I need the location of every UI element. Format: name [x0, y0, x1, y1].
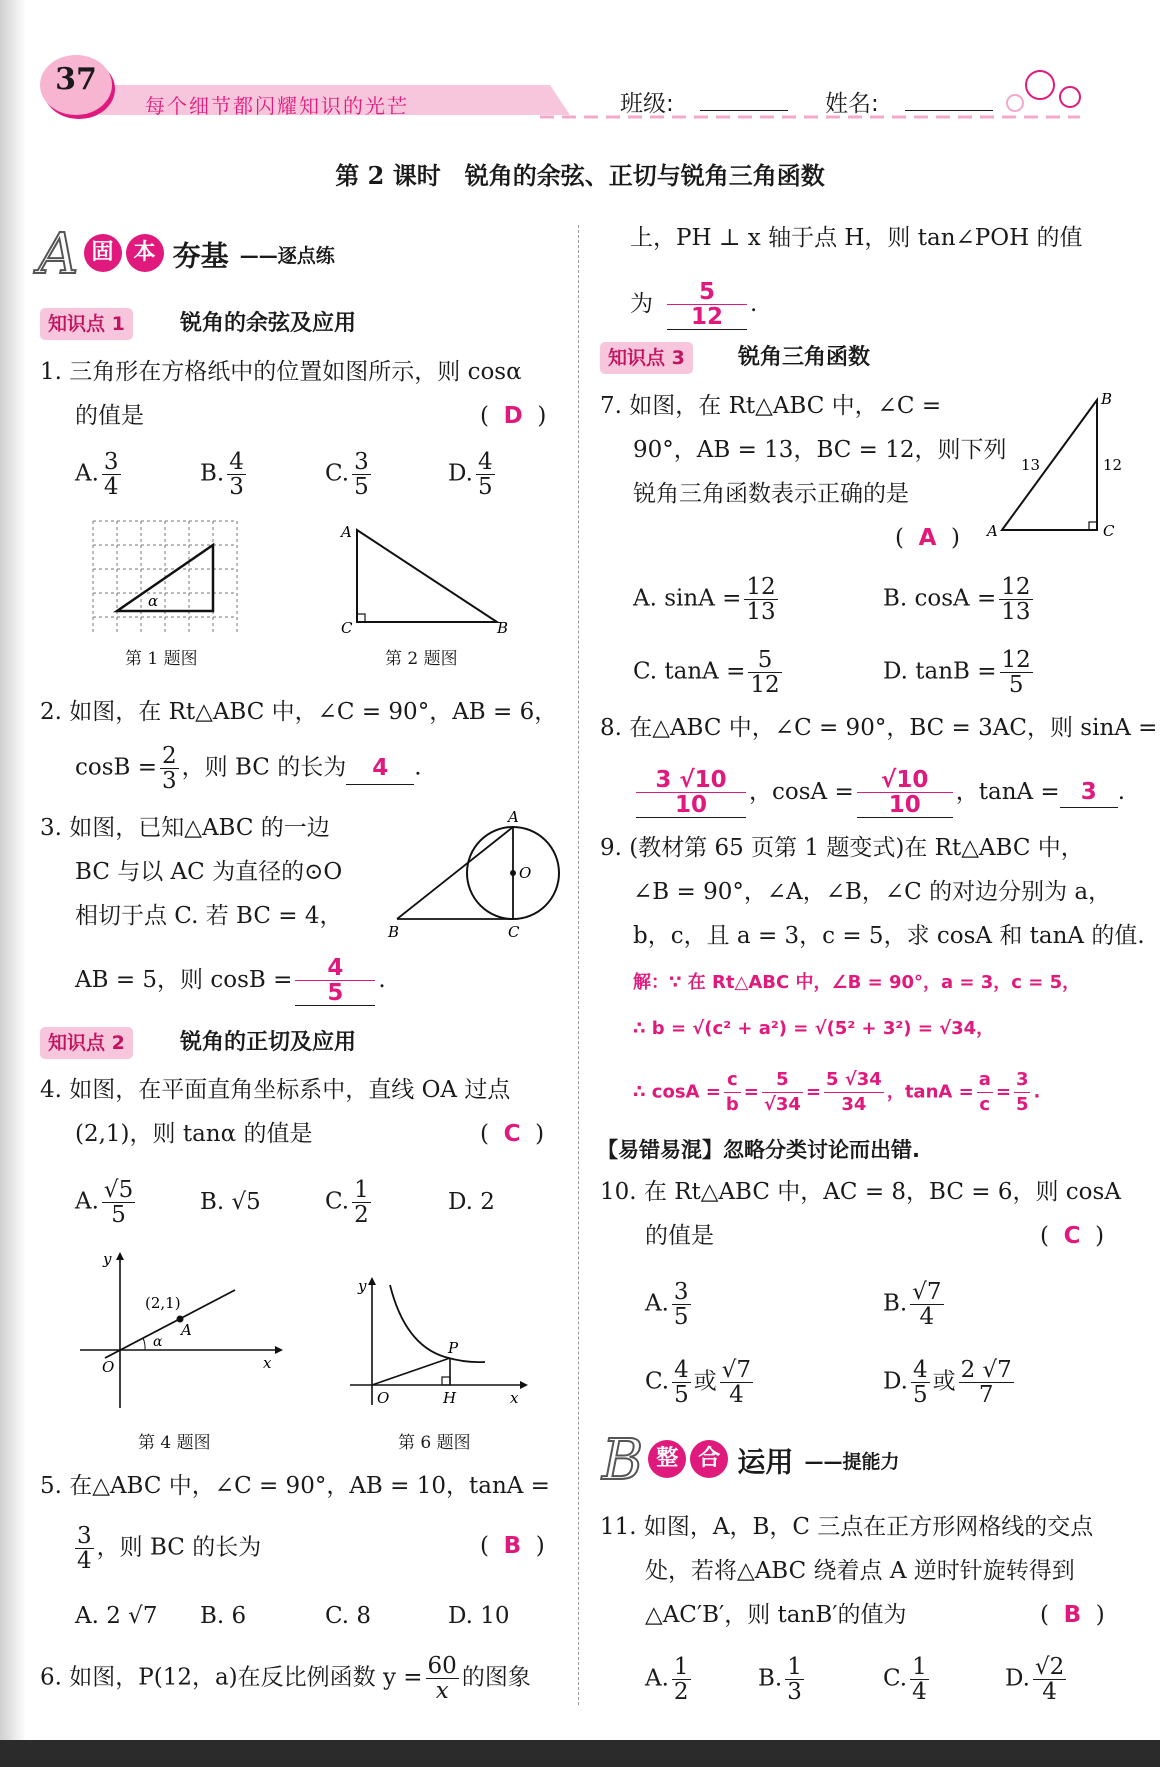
fraction: [785, 1655, 804, 1704]
num: 1: [912, 1654, 927, 1680]
figure-2-caption: 第 2 题图: [385, 649, 458, 669]
paren: (: [480, 403, 489, 429]
q4-option-d[interactable]: D. 2: [448, 1189, 495, 1215]
figure-7-triangle: [985, 390, 1125, 545]
q4-line1: 4. 如图，在平面直角坐标系中，直线 OA 过点: [40, 1077, 511, 1103]
q1-line2: 的值是: [75, 403, 144, 429]
num: 3 √10: [636, 768, 746, 793]
fraction: [426, 1654, 459, 1703]
fig3-a: A: [508, 810, 519, 826]
q6-line3: [630, 280, 757, 330]
den: 4: [912, 1679, 927, 1705]
class-label: 班级:: [620, 91, 674, 117]
section-b-title: 运用: [737, 1445, 794, 1479]
column-divider: [578, 225, 579, 1705]
text: .: [378, 967, 386, 993]
fig4-alpha: α: [153, 1334, 163, 1350]
num: 4: [674, 1357, 689, 1383]
label: B.: [758, 1665, 783, 1692]
num: 2 √7: [960, 1357, 1012, 1383]
text: ，tanA =: [955, 779, 1060, 805]
den: 5: [912, 1382, 928, 1408]
fig6-x: x: [510, 1389, 519, 1407]
q11-line3: △AC′B′，则 tanB′的值为: [645, 1602, 907, 1628]
paren: (: [480, 1533, 489, 1559]
text: =: [743, 1081, 759, 1103]
q10-option-c[interactable]: [645, 1358, 756, 1407]
num: 3: [1014, 1068, 1031, 1093]
fraction: [672, 1280, 691, 1329]
figure-4-caption: 第 4 题图: [138, 1433, 211, 1453]
q11-answer-box: [1040, 1593, 1105, 1637]
num: 2: [162, 743, 177, 769]
section-a-circle-2: 本: [126, 234, 164, 272]
q3-answer[interactable]: [295, 956, 375, 1006]
q4-option-b[interactable]: B. √5: [200, 1189, 261, 1215]
den: 4: [1042, 1679, 1057, 1705]
q4-answer[interactable]: C: [503, 1121, 521, 1147]
q9-solution-3: [633, 1068, 1040, 1117]
den: 5: [477, 474, 493, 500]
fig6-y: y: [358, 1277, 367, 1295]
kp3-tag: 知识点 3: [600, 342, 693, 374]
num: √10: [857, 768, 953, 793]
den: 5: [1015, 1094, 1029, 1115]
den: 5: [673, 1304, 689, 1330]
fig7-b: B: [1101, 390, 1113, 408]
den: c: [979, 1094, 991, 1115]
q7-option-c[interactable]: [633, 648, 785, 697]
label: B.: [200, 460, 225, 487]
num: 4: [229, 449, 244, 475]
num: 5: [762, 1068, 803, 1093]
paren: ): [537, 403, 547, 429]
q4-option-a[interactable]: [75, 1178, 138, 1227]
q8-line1: 8. 在△ABC 中，∠C = 90°，BC = 3AC，则 sinA =: [600, 715, 1158, 741]
label: A.: [645, 1665, 669, 1692]
q4-line2: (2,1)，则 tanα 的值是: [75, 1121, 313, 1147]
label: A.: [75, 1188, 99, 1215]
fraction: [1033, 1655, 1066, 1704]
fraction: [476, 450, 495, 499]
kp1-tag: 知识点 1: [40, 308, 133, 340]
num: 1: [787, 1654, 802, 1680]
name-field[interactable]: [905, 110, 993, 111]
q10-option-b[interactable]: [883, 1280, 947, 1329]
fig7-side-13: 13: [1021, 456, 1041, 474]
num: 3: [103, 449, 119, 475]
fraction: [911, 1358, 930, 1407]
label: A.: [645, 1290, 669, 1317]
den: b: [725, 1094, 739, 1115]
den: 2: [354, 1202, 369, 1228]
label: D.: [1005, 1665, 1030, 1692]
den: 5: [111, 1202, 126, 1228]
fraction: [352, 450, 371, 499]
den: 4: [103, 474, 119, 500]
fraction: [724, 1068, 741, 1117]
fig6-p: P: [448, 1339, 459, 1357]
fig4-point: (2,1): [145, 1294, 181, 1312]
q10-line2: 的值是: [645, 1223, 714, 1249]
num: 5 √34: [824, 1068, 884, 1093]
q6-answer[interactable]: [667, 280, 747, 330]
fig4-o: O: [102, 1358, 115, 1376]
num: √7: [721, 1357, 752, 1383]
figure-6-caption: 第 6 题图: [398, 1433, 471, 1453]
paren: (: [895, 525, 904, 551]
num: 60: [427, 1653, 457, 1679]
q10-answer-box: [1040, 1214, 1104, 1258]
fraction: [910, 1655, 929, 1704]
mistake-note: 【易错易混】忽略分类讨论而出错.: [597, 1138, 920, 1162]
text: ∴ cosA =: [633, 1081, 721, 1103]
fig1-alpha: α: [148, 592, 159, 610]
q3-line4: [75, 956, 386, 1006]
q1-option-a[interactable]: [75, 450, 124, 499]
q3-line3: 相切于点 C. 若 BC = 4，: [75, 903, 343, 929]
den: 12: [750, 672, 780, 698]
figure-3-circle: [380, 810, 560, 945]
den: 4: [77, 1548, 92, 1574]
header-slogan: 每个细节都闪耀知识的光芒: [145, 94, 409, 118]
den: 5: [327, 980, 344, 1006]
text: 或: [693, 1368, 717, 1395]
label: B. cosA =: [883, 585, 997, 612]
kp2-tag: 知识点 2: [40, 1027, 133, 1059]
q7-option-b[interactable]: [883, 575, 1036, 624]
section-b-circle-1: 整: [648, 1440, 686, 1478]
den: x: [435, 1678, 449, 1704]
figure-2-triangle: [335, 522, 515, 637]
den: 3: [229, 474, 244, 500]
den: 10: [674, 792, 707, 818]
fraction: [744, 575, 777, 624]
text: =: [995, 1081, 1011, 1103]
den: 3: [162, 768, 177, 794]
section-b-heading: [602, 1428, 899, 1492]
q6-line2: 上，PH ⊥ x 轴于点 H，则 tan∠POH 的值: [630, 225, 1083, 251]
fraction: [720, 1358, 753, 1407]
q7-option-a[interactable]: [633, 575, 781, 624]
paren: ): [1095, 1602, 1105, 1628]
q7-option-d[interactable]: [883, 648, 1036, 697]
q11-option-d[interactable]: [1005, 1655, 1069, 1704]
q2-line2: [75, 744, 422, 793]
paren: ): [1095, 1223, 1105, 1249]
q5-option-a[interactable]: A. 2 √7: [75, 1603, 158, 1629]
q11-answer[interactable]: B: [1063, 1602, 1082, 1628]
label: C.: [645, 1368, 670, 1395]
label: C.: [325, 1188, 350, 1215]
text: 6. 如图，P(12，a)在反比例函数 y =: [40, 1664, 423, 1691]
fig2-c: C: [341, 619, 353, 637]
fraction: [762, 1068, 803, 1117]
fraction: [824, 1068, 884, 1117]
figure-6-hyperbola: [345, 1275, 530, 1410]
q9-line3: b，c，且 a = 3，c = 5，求 cosA 和 tanA 的值.: [633, 923, 1145, 949]
label: B.: [883, 1290, 908, 1317]
q8-line2: [633, 768, 1125, 818]
section-a-title: 夯基: [172, 239, 229, 273]
fraction: [910, 1280, 943, 1329]
section-b-letter: B: [602, 1428, 644, 1493]
fig3-b: B: [388, 923, 400, 941]
fraction: [352, 1178, 371, 1227]
q5-answer[interactable]: B: [503, 1533, 522, 1559]
den: 13: [1001, 599, 1031, 625]
den: 34: [841, 1094, 867, 1115]
den: 4: [729, 1382, 744, 1408]
label: A. sinA =: [633, 585, 742, 612]
num: 4: [912, 1357, 928, 1383]
q5-line2: [75, 1524, 261, 1573]
text: .: [414, 754, 422, 781]
label: D.: [448, 460, 473, 487]
q7-answer-box: [895, 516, 960, 560]
kp2-title: 锐角的正切及应用: [180, 1030, 357, 1055]
fig4-a: A: [181, 1321, 192, 1339]
q10-answer[interactable]: C: [1063, 1223, 1081, 1249]
q9-solution-2: ∴ b = √(c² + a²) = √(5² + 3²) = √34，: [633, 1018, 995, 1039]
text: ，则 BC 的长为: [181, 754, 347, 781]
num: 3: [673, 1279, 689, 1305]
text: 或: [932, 1368, 956, 1395]
fraction: [959, 1358, 1014, 1407]
text: AB = 5，则 cosB =: [75, 967, 293, 993]
q11-line1: 11. 如图，A，B，C 三点在正方形网格线的交点: [600, 1514, 1094, 1540]
fig6-h: H: [443, 1389, 457, 1407]
fig4-y: y: [103, 1250, 112, 1268]
num: 1: [354, 1177, 369, 1203]
page-number: 37: [55, 62, 97, 97]
paren: ): [535, 1121, 545, 1147]
class-field[interactable]: [700, 110, 788, 111]
label: D. tanB =: [883, 658, 997, 685]
den: 7: [978, 1382, 994, 1408]
q5-line1: 5. 在△ABC 中，∠C = 90°，AB = 10，tanA =: [40, 1473, 550, 1499]
num: 12: [1001, 647, 1031, 673]
lesson-title: 第 2 课时 锐角的余弦、正切与锐角三角函数: [335, 161, 825, 190]
text: .: [750, 291, 758, 317]
fraction: [1014, 1068, 1031, 1117]
section-b-subtitle: ——提能力: [804, 1451, 900, 1473]
fraction: [227, 450, 246, 499]
fig7-c: C: [1103, 522, 1115, 540]
num: a: [977, 1068, 993, 1093]
name-label: 姓名:: [825, 91, 879, 117]
fraction: [999, 575, 1032, 624]
figure-4-coords: [75, 1248, 285, 1413]
paren: (: [1040, 1602, 1049, 1628]
section-a-subtitle: ——逐点练: [239, 245, 335, 267]
q10-option-a[interactable]: [645, 1280, 694, 1329]
q11-line2: 处，若将△ABC 绕着点 A 逆时针旋转得到: [645, 1558, 1075, 1584]
text: cosB =: [75, 754, 158, 781]
figure-1-caption: 第 1 题图: [125, 649, 198, 669]
fig7-side-12: 12: [1103, 456, 1123, 474]
text: ，cosA =: [749, 779, 854, 805]
fraction: [672, 1358, 691, 1407]
q5-option-c[interactable]: C. 8: [325, 1603, 372, 1629]
text: 为: [630, 291, 653, 317]
paren: ): [951, 525, 961, 551]
q11-option-a[interactable]: [645, 1655, 694, 1704]
page-shadow: [0, 0, 26, 1740]
fig6-o: O: [377, 1389, 390, 1407]
num: 3: [354, 449, 369, 475]
fraction: [102, 1178, 135, 1227]
q4-answer-box: [480, 1112, 544, 1156]
num: 5: [748, 648, 781, 673]
fraction: [102, 450, 121, 499]
num: √2: [1034, 1654, 1065, 1680]
den: 5: [1008, 672, 1024, 698]
den: 13: [746, 599, 776, 625]
fraction: [672, 1655, 691, 1704]
q3-line2: BC 与以 AC 为直径的⊙O: [75, 859, 343, 885]
q1-answer[interactable]: D: [503, 403, 523, 429]
q1-answer-box: [480, 394, 546, 438]
fig2-b: B: [497, 619, 509, 637]
num: 4: [295, 956, 375, 981]
section-a-circle-1: 固: [84, 234, 122, 272]
num: 5: [667, 280, 747, 305]
paren: (: [1040, 1223, 1049, 1249]
den: 2: [673, 1679, 689, 1705]
q1-option-b[interactable]: [200, 450, 249, 499]
num: 3: [77, 1523, 92, 1549]
q6-line1: [40, 1654, 531, 1703]
q9-solution-1: 解：∵ 在 Rt△ABC 中，∠B = 90°，a = 3，c = 5，: [633, 972, 1081, 993]
figure-1-grid: [90, 518, 240, 638]
label: C.: [325, 460, 350, 487]
q8-answer-tan[interactable]: 3: [1060, 777, 1118, 808]
fig3-c: C: [508, 923, 520, 941]
q2-line1: 2. 如图，在 Rt△ABC 中，∠C = 90°，AB = 6，: [40, 699, 558, 725]
num: 4: [477, 449, 493, 475]
text: 的图象: [461, 1664, 531, 1691]
fraction: [977, 1068, 993, 1117]
den: 12: [690, 304, 723, 330]
fig2-a: A: [341, 523, 352, 541]
q1-line1: 1. 三角形在方格纸中的位置如图所示，则 cosα: [40, 359, 522, 385]
fig3-o: O: [519, 864, 532, 882]
q8-answer-sin[interactable]: [636, 768, 746, 818]
text: ，tanA =: [886, 1081, 974, 1103]
fig4-x: x: [263, 1354, 272, 1372]
q2-answer[interactable]: 4: [346, 752, 414, 785]
text: ，则 BC 的长为: [96, 1534, 262, 1561]
q3-line1: 3. 如图，已知△ABC 的一边: [40, 815, 330, 841]
section-a-heading: [38, 222, 335, 286]
num: 12: [746, 574, 776, 600]
section-b-circle-2: 合: [690, 1440, 728, 1478]
label: A.: [75, 460, 99, 487]
num: √5: [103, 1177, 134, 1203]
den: 4: [919, 1304, 935, 1330]
q10-line1: 10. 在 Rt△ABC 中，AC = 8，BC = 6，则 cosA: [600, 1179, 1121, 1205]
q7-line3: 锐角三角函数表示正确的是: [633, 481, 909, 507]
q11-option-c[interactable]: [883, 1655, 932, 1704]
den: 3: [787, 1679, 802, 1705]
q5-answer-box: [480, 1524, 545, 1568]
q1-option-c[interactable]: [325, 450, 374, 499]
section-a-letter: A: [38, 222, 79, 287]
den: 5: [674, 1382, 689, 1408]
q7-line1: 7. 如图，在 Rt△ABC 中，∠C =: [600, 393, 942, 419]
q7-line2: 90°，AB = 13，BC = 12，则下列: [633, 437, 1007, 463]
text: .: [1033, 1081, 1041, 1103]
q9-line2: ∠B = 90°，∠A，∠B，∠C 的对边分别为 a，: [633, 879, 1112, 905]
q4-option-c[interactable]: [325, 1178, 374, 1227]
q11-option-b[interactable]: [758, 1655, 807, 1704]
den: 5: [354, 474, 369, 500]
den: √34: [763, 1094, 801, 1115]
label: C.: [883, 1665, 908, 1692]
num: 1: [673, 1654, 689, 1680]
fraction: [75, 1524, 94, 1573]
paren: ): [535, 1533, 545, 1559]
q5-option-d[interactable]: D. 10: [448, 1603, 510, 1629]
num: √7: [912, 1279, 942, 1305]
kp3-title: 锐角三角函数: [738, 345, 871, 370]
fraction: [748, 648, 781, 697]
den: 10: [888, 792, 921, 818]
paren: (: [480, 1121, 489, 1147]
fraction: [1000, 648, 1033, 697]
num: c: [724, 1068, 741, 1093]
q8-answer-cos[interactable]: [857, 768, 953, 818]
fraction: [160, 744, 179, 793]
label: C. tanA =: [633, 658, 746, 685]
q1-option-d[interactable]: [448, 450, 498, 499]
text: .: [1117, 779, 1126, 805]
q5-option-b[interactable]: B. 6: [200, 1603, 247, 1629]
text: =: [805, 1081, 821, 1103]
kp1-title: 锐角的余弦及应用: [180, 311, 357, 336]
q9-line1: 9. (教材第 65 页第 1 题变式)在 Rt△ABC 中，: [600, 835, 1084, 861]
label: D.: [883, 1368, 908, 1395]
fig7-a: A: [987, 522, 998, 540]
num: 12: [1001, 574, 1031, 600]
q7-answer[interactable]: A: [918, 525, 937, 551]
q10-option-d[interactable]: [883, 1358, 1017, 1407]
